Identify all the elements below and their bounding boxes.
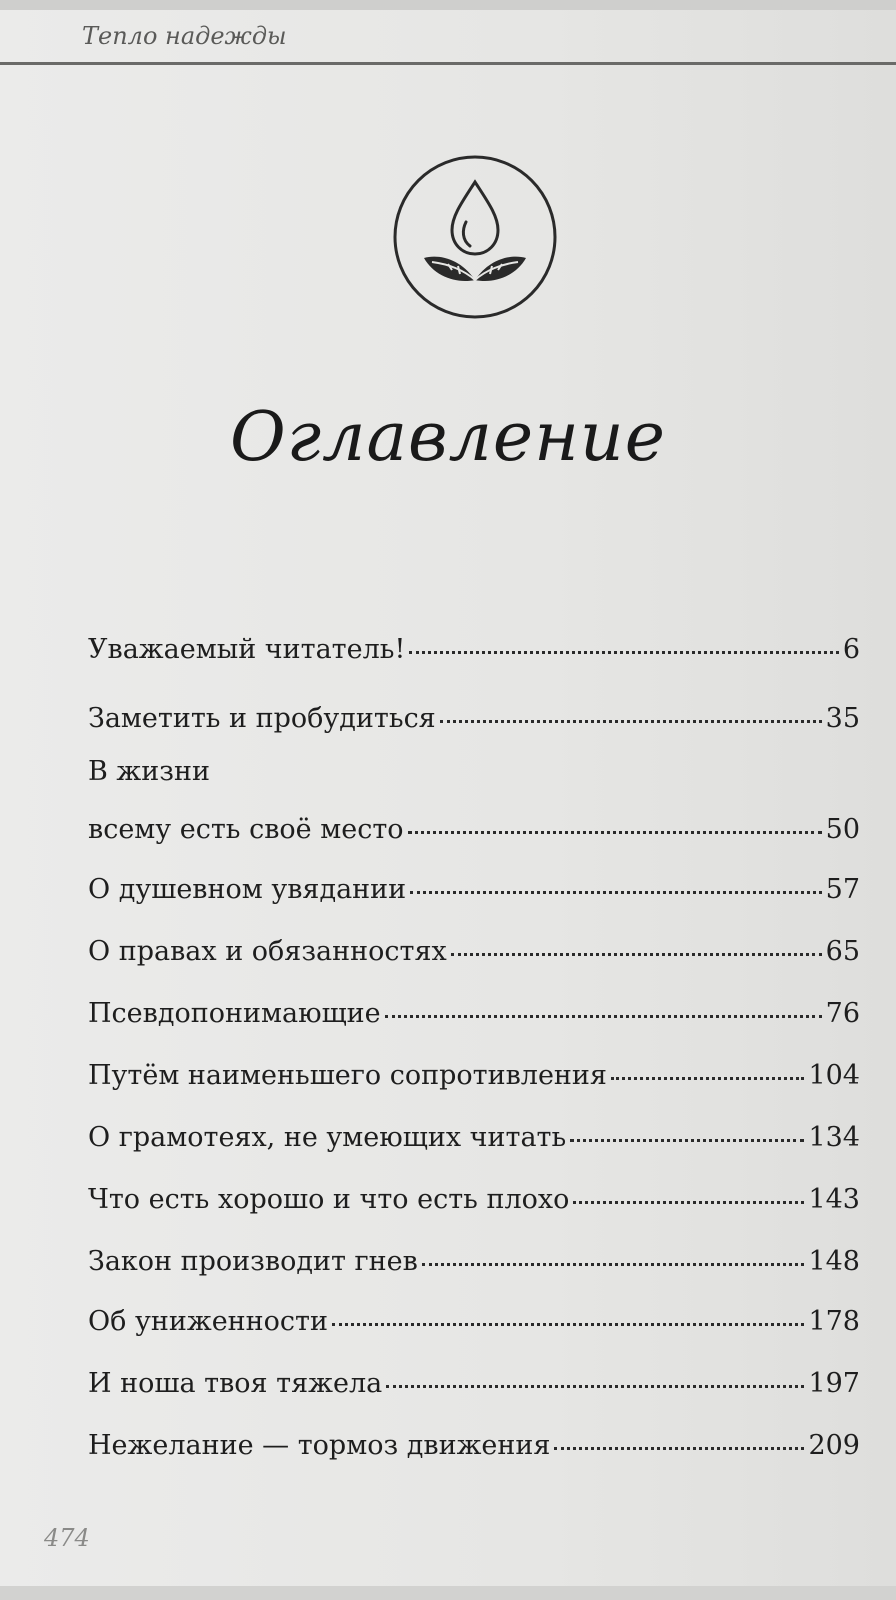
toc-entry-title: Путём наименьшего сопротивления — [88, 1060, 607, 1091]
page-number: 474 — [44, 1524, 90, 1552]
dot-leader — [410, 891, 821, 894]
toc-entry-title: Закон производит гнев — [88, 1246, 418, 1277]
toc-entry[interactable] — [88, 1432, 860, 1459]
toc-entry-page: 57 — [825, 874, 860, 905]
dot-leader — [440, 720, 822, 723]
toc-entry-title: И ноша твоя тяжела — [88, 1368, 383, 1399]
water-drop-leaves-icon — [390, 152, 560, 322]
toc-entry[interactable] — [88, 636, 860, 663]
toc-title: Оглавление — [230, 398, 666, 477]
toc-entry-page: 143 — [808, 1184, 860, 1215]
dot-leader — [386, 1385, 804, 1388]
toc-entry-page: 197 — [808, 1368, 860, 1399]
toc-entry[interactable] — [88, 756, 860, 845]
dot-leader — [451, 953, 822, 956]
toc-entry-title: всему есть своё место — [88, 814, 404, 845]
dot-leader — [408, 831, 822, 834]
toc-entry-title-line1: В жизни — [88, 756, 210, 787]
toc-entry-page: 35 — [825, 703, 860, 734]
toc-entry-title: Нежелание — тормоз движения — [88, 1430, 551, 1461]
toc-entry[interactable] — [88, 1124, 860, 1151]
header-rule — [0, 62, 896, 65]
toc-entry[interactable] — [88, 1248, 860, 1275]
toc-entry-page: 65 — [825, 936, 860, 967]
toc-entry-page: 178 — [808, 1306, 860, 1337]
toc-entry[interactable] — [88, 938, 860, 965]
toc-entry-page: 76 — [825, 998, 860, 1029]
toc-entry-page: 209 — [808, 1430, 860, 1461]
toc-entry-title: О душевном увядании — [88, 874, 407, 905]
dot-leader — [409, 651, 839, 654]
toc-entry-title: Заметить и пробудиться — [88, 703, 436, 734]
toc-entry-title: Об униженности — [88, 1306, 328, 1337]
toc-entry[interactable] — [88, 876, 860, 903]
dot-leader — [554, 1447, 804, 1450]
toc-entry-title: О грамотеях, не умеющих читать — [88, 1122, 567, 1153]
running-head: Тепло надежды — [82, 22, 287, 50]
toc-entry[interactable] — [88, 1062, 860, 1089]
toc-entry[interactable] — [88, 1370, 860, 1397]
dot-leader — [611, 1077, 804, 1080]
toc-entry[interactable] — [88, 1000, 860, 1027]
toc-entry-title: Уважаемый читатель! — [88, 634, 406, 665]
dot-leader — [385, 1015, 822, 1018]
toc-entry-page: 6 — [842, 634, 860, 665]
toc-entry-page: 148 — [808, 1246, 860, 1277]
dot-leader — [570, 1139, 804, 1142]
dot-leader — [422, 1263, 805, 1266]
page-top-edge — [0, 0, 896, 10]
toc-entry[interactable] — [88, 705, 860, 732]
dot-leader — [332, 1323, 804, 1326]
toc-entry-title: Псевдопонимающие — [88, 998, 381, 1029]
toc-entry-page: 134 — [808, 1122, 860, 1153]
toc-entry[interactable] — [88, 1186, 860, 1213]
toc-entry[interactable] — [88, 1308, 860, 1335]
toc-entry-page: 104 — [808, 1060, 860, 1091]
toc-entry-title: Что есть хорошо и что есть плохо — [88, 1184, 570, 1215]
page-bottom-edge — [0, 1586, 896, 1600]
toc-entry-page: 50 — [825, 814, 860, 845]
dot-leader — [573, 1201, 804, 1204]
toc-entry-title: О правах и обязанностях — [88, 936, 447, 967]
